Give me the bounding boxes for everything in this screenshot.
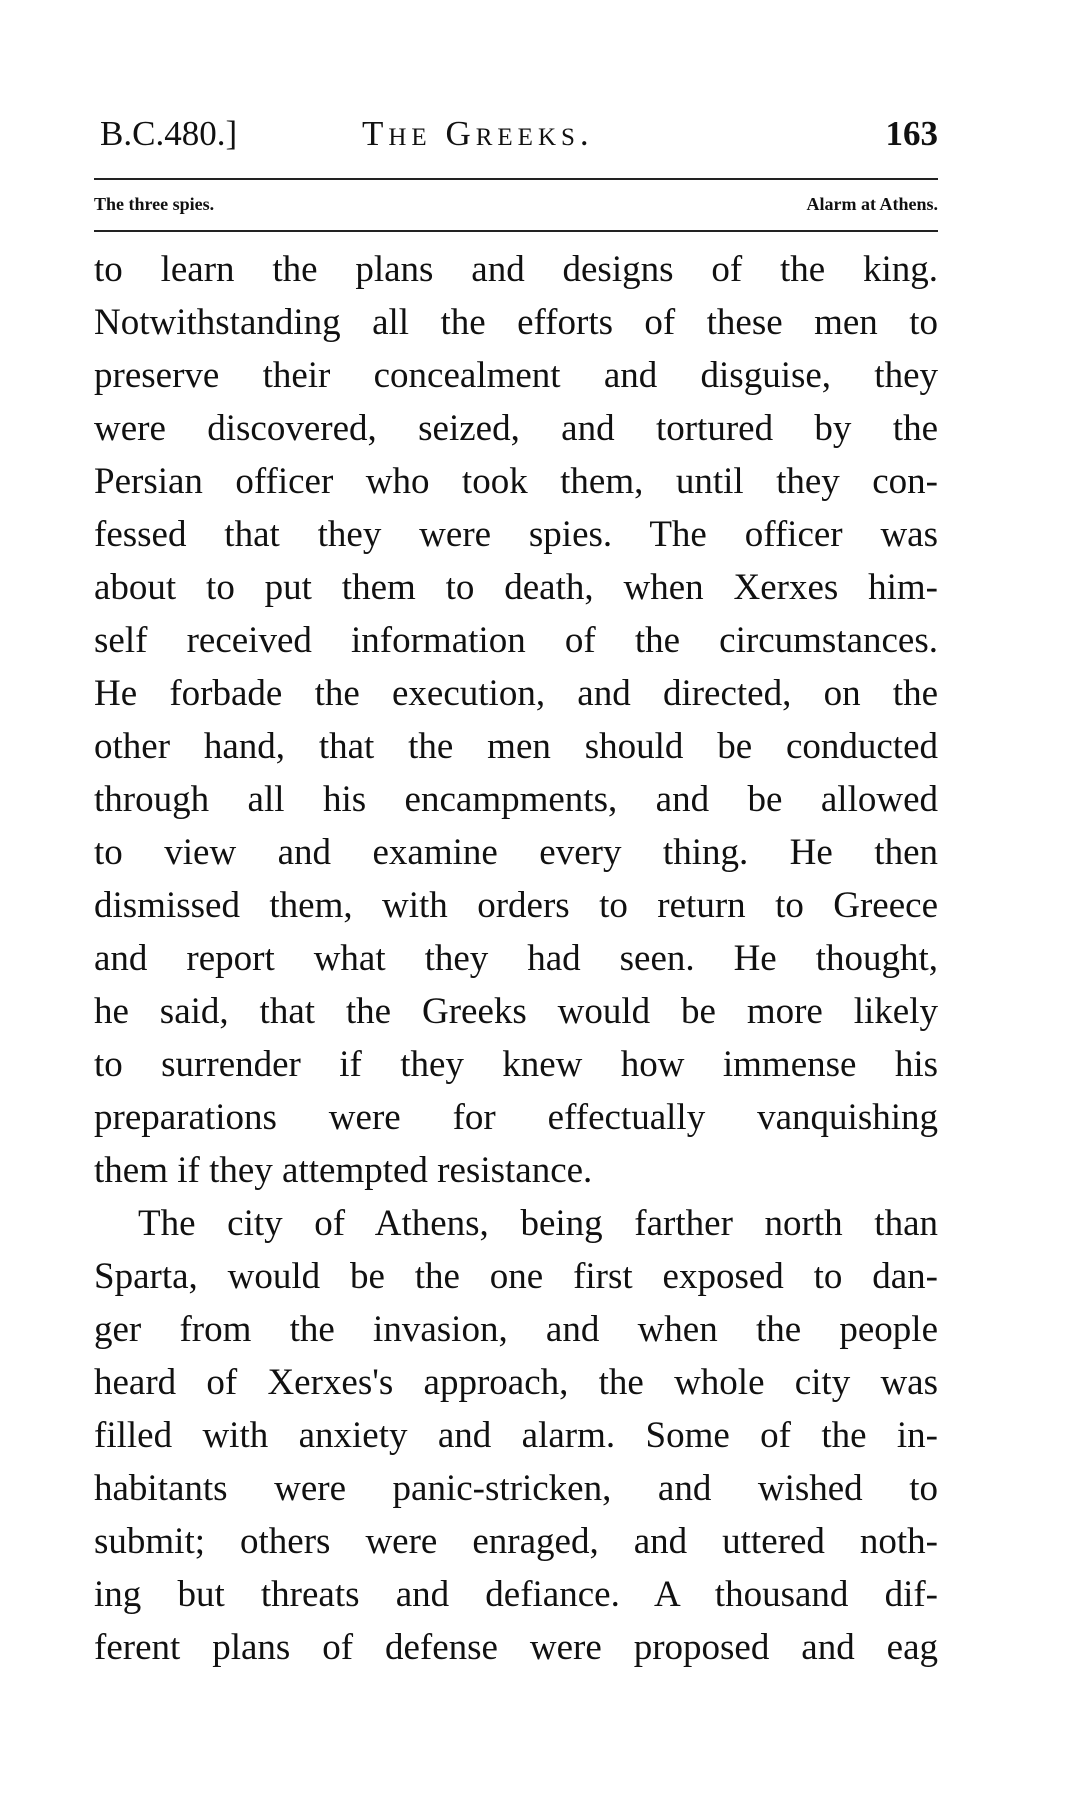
text-line: Notwithstanding all the efforts of these men to — [94, 302, 938, 343]
text-line: them if they attempted resistance. — [94, 1150, 593, 1191]
header-rule-bottom — [94, 230, 938, 232]
text-line: through all his encampments, and be allowed — [94, 779, 938, 820]
text-line: The city of Athens, being farther north than — [138, 1203, 938, 1244]
page-number: 163 — [885, 114, 938, 153]
header-rule-top — [94, 178, 938, 180]
text-line: about to put them to death, when Xerxes him- — [94, 567, 938, 608]
body-text — [94, 243, 938, 1674]
subhead-left-topic: The three spies. — [94, 194, 215, 214]
running-head — [100, 108, 938, 160]
text-line: to view and examine every thing. He then — [94, 832, 938, 873]
text-line: self received information of the circumstances. — [94, 620, 938, 661]
text-line: habitants were panic-stricken, and wished to — [94, 1468, 938, 1509]
text-line: and report what they had seen. He thought, — [94, 938, 938, 979]
section-subhead — [94, 186, 938, 226]
running-head-title: The Greeks. — [362, 114, 594, 153]
text-line: to surrender if they knew how immense his — [94, 1044, 938, 1085]
text-line: were discovered, seized, and tortured by the — [94, 408, 938, 449]
text-line: filled with anxiety and alarm. Some of the in- — [94, 1415, 938, 1456]
text-line: Persian officer who took them, until they con- — [94, 461, 938, 502]
text-line: preparations were for effectually vanquishing — [94, 1097, 938, 1138]
text-line: fessed that they were spies. The officer was — [94, 514, 938, 555]
text-line: ferent plans of defense were proposed and eag — [94, 1627, 938, 1668]
text-line: heard of Xerxes's approach, the whole city was — [94, 1362, 938, 1403]
text-line: ger from the invasion, and when the people — [94, 1309, 938, 1350]
text-line: to learn the plans and designs of the king. — [94, 249, 938, 290]
text-line: preserve their concealment and disguise, they — [94, 355, 938, 396]
text-line: He forbade the execution, and directed, on the — [94, 673, 938, 714]
subhead-right-topic: Alarm at Athens. — [806, 194, 938, 214]
text-line: other hand, that the men should be conducted — [94, 726, 938, 767]
text-line: he said, that the Greeks would be more likely — [94, 991, 938, 1032]
text-line: dismissed them, with orders to return to Greece — [94, 885, 938, 926]
text-line: ing but threats and defiance. A thousand dif- — [94, 1574, 938, 1615]
text-line: submit; others were enraged, and uttered noth- — [94, 1521, 938, 1562]
running-head-date: B.C.480.] — [100, 114, 238, 153]
text-line: Sparta, would be the one first exposed to dan- — [94, 1256, 938, 1297]
